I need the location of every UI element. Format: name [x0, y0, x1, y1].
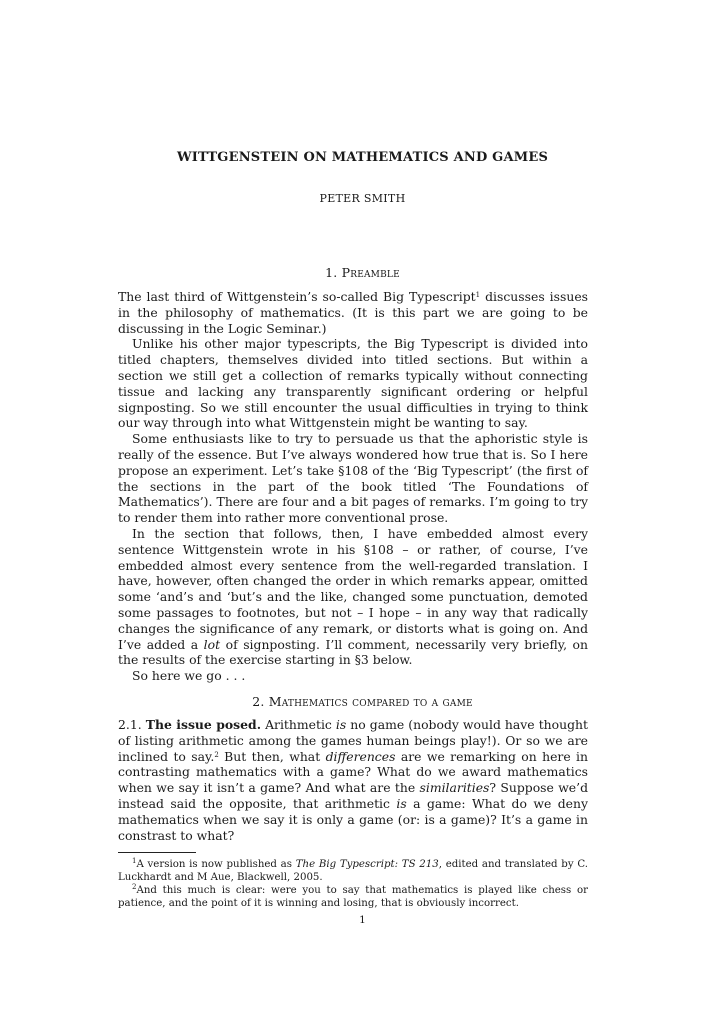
paper-title: WITTGENSTEIN ON MATHEMATICS AND GAMES — [176, 150, 549, 165]
run-in-heading: The issue posed. — [145, 717, 262, 732]
paragraph-2: Unlike his other major typescripts, the Big Typescript is divided into titled chapters, themselves divided into titled sections. But within a section we still get a collection of remarks typically without connecting tissue and lacking any transparently significant ordering or helpful signposting. So we still encounter the usual difficulties in trying to think our way through into what Wittgenstein might be wanting to say. — [118, 336, 588, 431]
footnote-ref-2: 2 — [214, 750, 219, 759]
section-2-heading: 2. Mathematics compared to a game — [252, 694, 473, 709]
footnote-2: $^2$And this much is clear: were you to say that mathematics is played like chess or patience, and the point of it is winning and losing, that is obviously incorrect. — [118, 883, 588, 909]
section-1-body — [118, 289, 588, 684]
section-2-body — [118, 717, 588, 843]
paragraph-2-1: 2.1. The issue posed. Arithmetic is no game (nobody would have thought of listing arithmetic among the games human beings play!). Or so we are inclined to say.$^2$ But then, what differences are we remarking on here in contrasting mathematics with a game? What do we award mathematics when we say it isn’t a game? And what are the similarities? Suppose we’d instead said the opposite, that arithmetic is a game: What do we deny mathematics when we say it is only a game (or: is a game)? It’s a game in constrast to what? — [118, 717, 589, 843]
paragraph-1: The last third of Wittgenstein’s so-called Big Typescript$^1$ discusses issues in the philosophy of mathematics. (It is this part we are going to be discussing in the Logic Seminar.) — [118, 289, 589, 336]
paper-author: PETER SMITH — [319, 192, 406, 205]
footnote-1: $^1$A version is now published as The Big Typescript: TS 213, edited and translated by C. Luckhardt and M Aue, Blackwell, 2005. — [118, 857, 588, 883]
paragraph-5: So here we go . . . — [132, 668, 246, 684]
paragraph-4: In the section that follows, then, I have embedded almost every sentence Wittgenstein wrote in his §108 – or rather, of course, I’ve embedded almost every sentence from the well-regarded translation. I have, however, often changed the order in which remarks appear, omitted some ‘and’s and ‘but’s and the like, changed some punctuation, demoted some passages to footnotes, but not – I hope – in any way that radically changes the significance of any remark, or distorts what is going on. And I’ve added a lot of signposting. I’ll comment, necessarily very briefly, on the results of the exercise starting in §3 below. — [118, 525, 588, 668]
footnote-ref-1: 1 — [475, 291, 481, 299]
paragraph-3: Some enthusiasts like to try to persuade us that the aphoristic style is really of the essence. But I’ve always wondered how true that is. So I here propose an experiment. Let’s take §108 of the ‘Big Typescript’ (the first of the sections in the part of the book titled ‘The Foundations of Mathematics’). There are four and a bit pages of remarks. I’m going to try to render them into rather more conventional prose. — [118, 431, 588, 526]
page-number: 1 — [359, 914, 366, 926]
footnotes — [118, 858, 588, 910]
footnote-rule — [118, 852, 196, 853]
subsection-number: 2.1. — [118, 717, 142, 732]
section-1-heading: 1. Preamble — [325, 265, 400, 280]
